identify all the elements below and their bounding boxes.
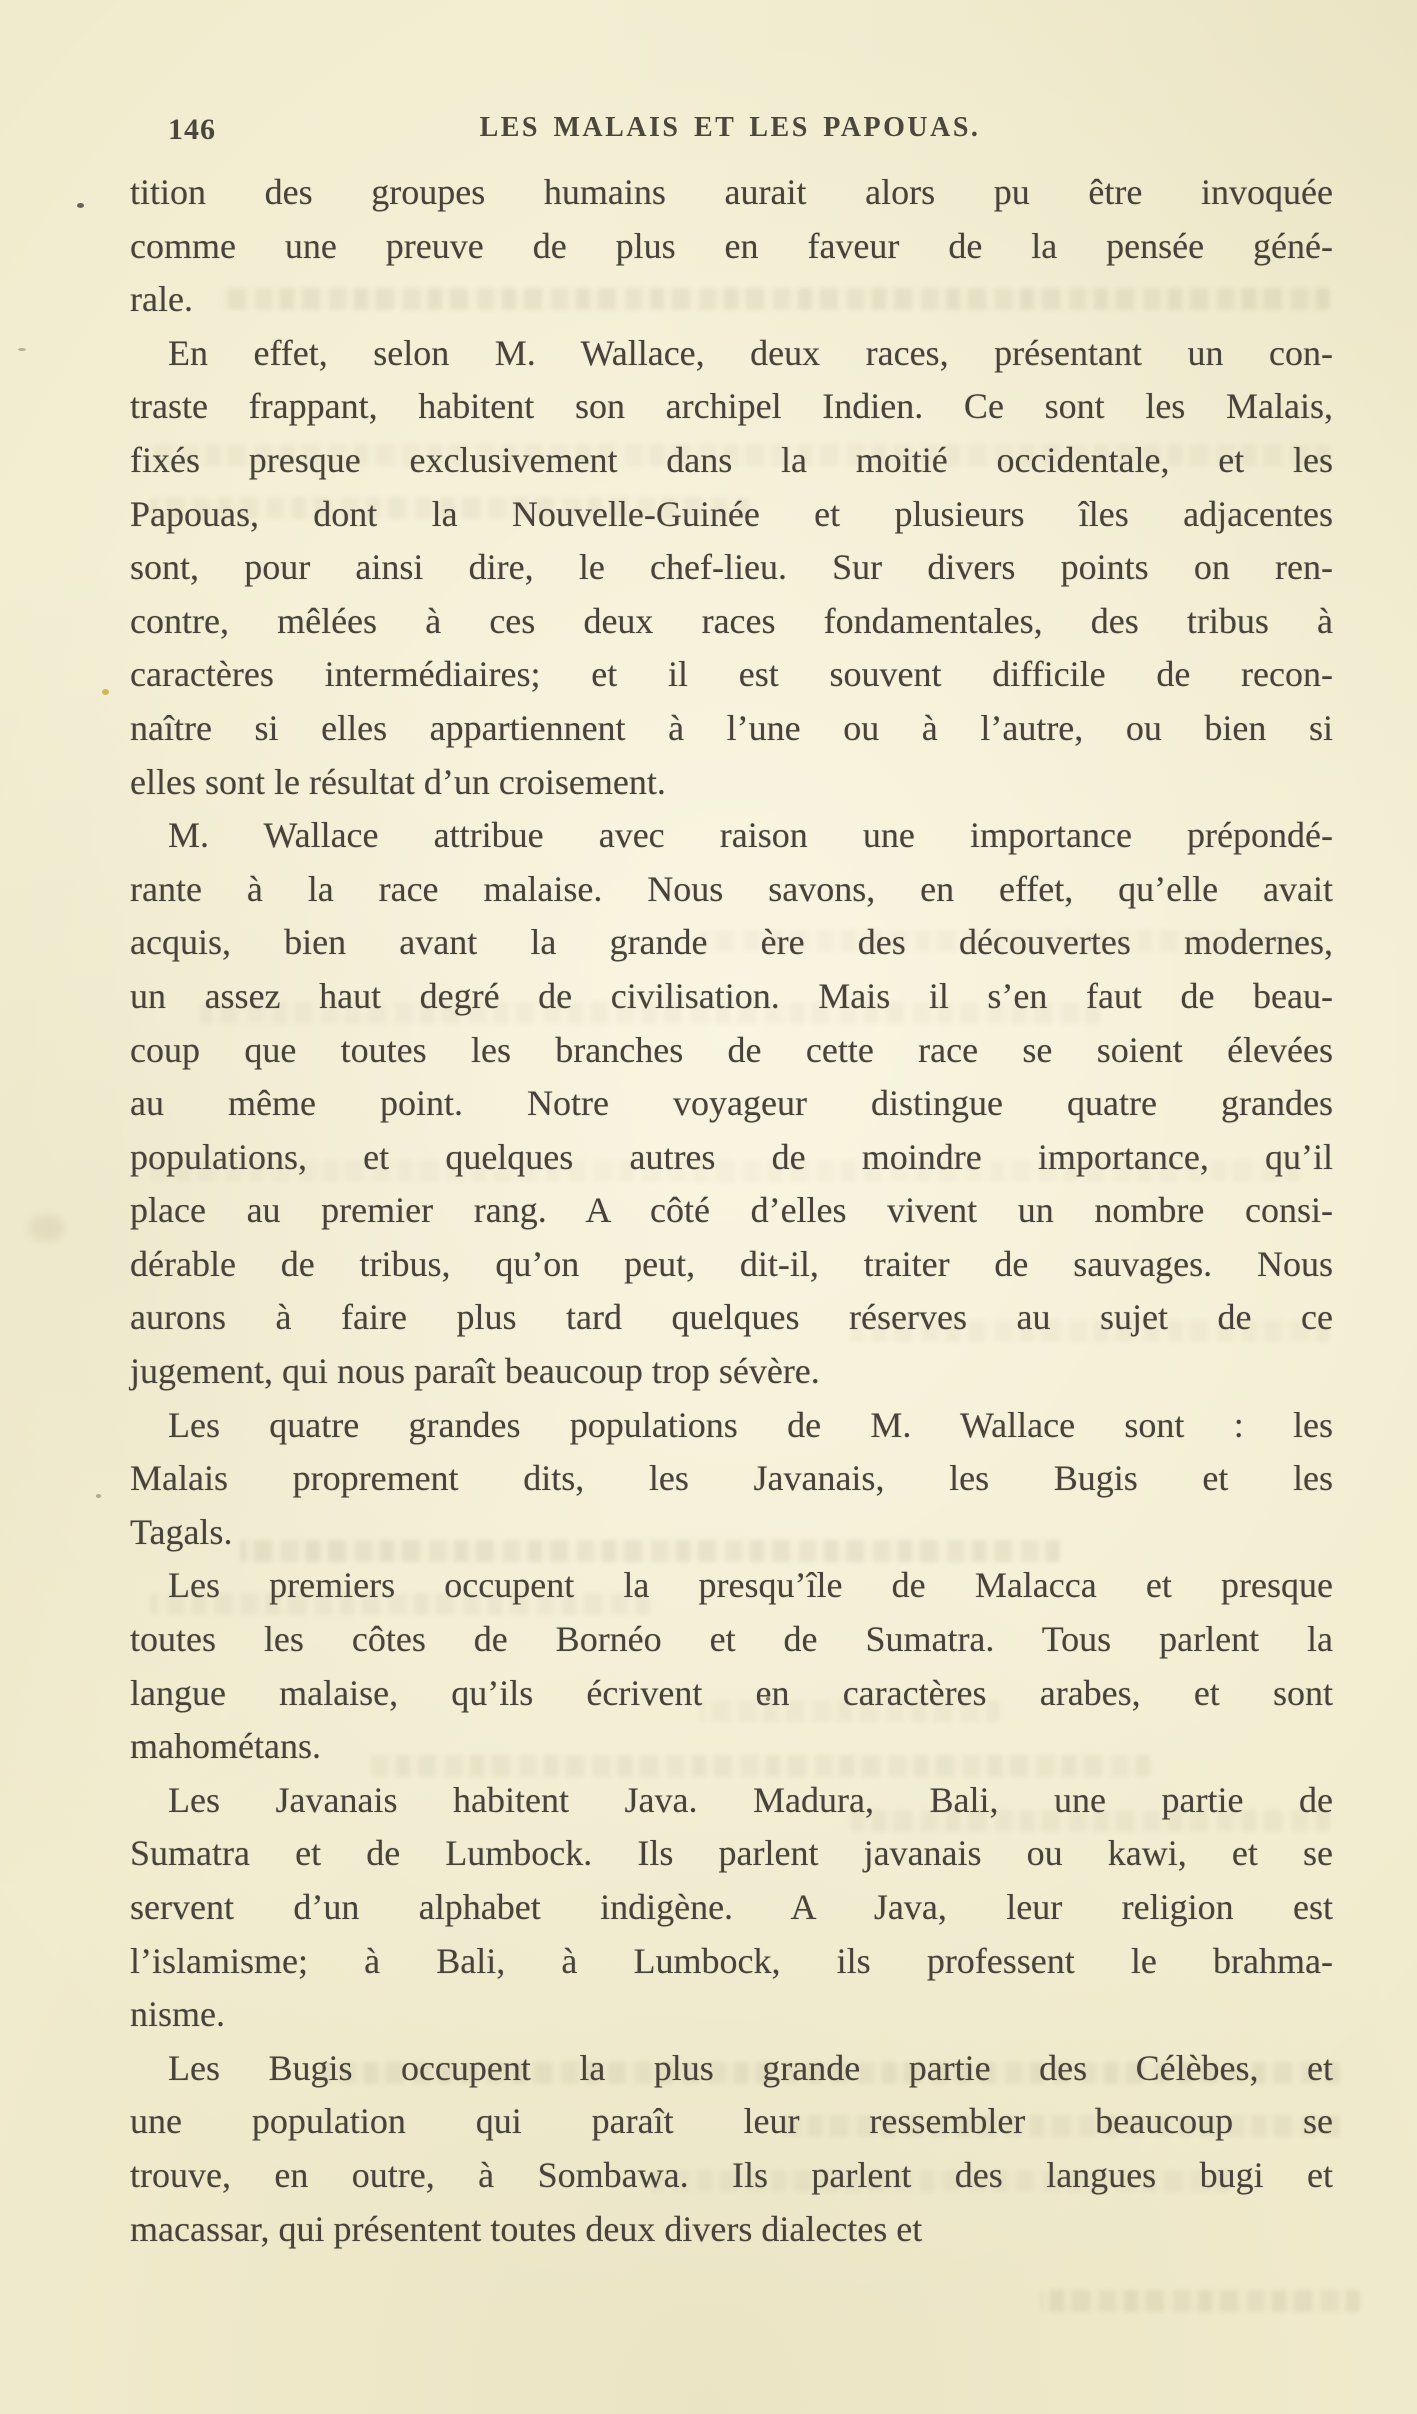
text-line: tition des groupes humains aurait alors pu être invoquée xyxy=(130,172,1333,212)
text-line: rante à la race malaise. Nous savons, en effet, qu’elle avait xyxy=(130,868,1333,909)
text-line: traste frappant, habitent son archipel Indien. Ce sont les Malais, xyxy=(130,386,1333,427)
text-line: un assez haut degré de civilisation. Mais il s’en faut de beau- xyxy=(130,975,1333,1016)
text-line: jugement, qui nous paraît beaucoup trop sévère. xyxy=(130,1351,820,1392)
text-line: aurons à faire plus tard quelques réserves au sujet de ce xyxy=(130,1297,1333,1338)
text-line: toutes les côtes de Bornéo et de Sumatra. Tous parlent la xyxy=(130,1619,1333,1660)
text-line: contre, mêlées à ces deux races fondamentales, des tribus à xyxy=(130,600,1333,641)
running-head xyxy=(128,112,1332,144)
paragraph xyxy=(130,1399,1333,1560)
text-line: En effet, selon M. Wallace, deux races, présentant un con- xyxy=(168,332,1333,373)
paragraph xyxy=(130,1774,1333,2042)
text-line: Tagals. xyxy=(130,1511,233,1552)
paragraph xyxy=(130,1559,1333,1773)
page-number: 146 xyxy=(168,113,216,146)
text-line: l’islamisme; à Bali, à Lumbock, ils professent le brahma- xyxy=(130,1940,1333,1981)
text-line: populations, et quelques autres de moindre importance, qu’il xyxy=(130,1136,1333,1177)
text-line: dérable de tribus, qu’on peut, dit-il, traiter de sauvages. Nous xyxy=(130,1243,1333,1284)
text-line: Papouas, dont la Nouvelle-Guinée et plusieurs îles adjacentes xyxy=(130,493,1333,534)
paragraph xyxy=(130,166,1333,327)
page-body xyxy=(130,166,1333,2256)
text-line: Les Bugis occupent la plus grande partie des Célèbes, et xyxy=(168,2047,1333,2088)
text-line: trouve, en outre, à Sombawa. Ils parlent des langues bugi et xyxy=(130,2154,1333,2195)
paragraph xyxy=(130,327,1333,809)
text-line: elles sont le résultat d’un croisement. xyxy=(130,761,666,802)
text-line: place au premier rang. A côté d’elles vivent un nombre consi- xyxy=(130,1190,1333,1231)
text-line: Malais proprement dits, les Javanais, les Bugis et les xyxy=(130,1458,1333,1499)
show-through-artifact xyxy=(1040,2290,1360,2312)
text-line: acquis, bien avant la grande ère des découvertes modernes, xyxy=(130,922,1333,963)
text-line: M. Wallace attribue avec raison une importance prépondé- xyxy=(168,815,1333,856)
running-title: LES MALAIS ET LES PAPOUAS. xyxy=(479,112,981,143)
ink-speck xyxy=(18,348,26,351)
text-line: macassar, qui présentent toutes deux divers dialectes et xyxy=(130,2208,923,2249)
text-line: coup que toutes les branches de cette race se soient élevées xyxy=(130,1029,1333,1070)
text-line: fixés presque exclusivement dans la moitié occidentale, et les xyxy=(130,439,1333,480)
ink-speck xyxy=(102,689,109,695)
ink-speck xyxy=(96,1494,101,1498)
text-line: Les premiers occupent la presqu’île de Malacca et presque xyxy=(168,1565,1333,1606)
text-line: Les quatre grandes populations de M. Wallace sont : les xyxy=(168,1404,1333,1445)
text-line: rale. xyxy=(130,279,193,320)
text-line: au même point. Notre voyageur distingue quatre grandes xyxy=(130,1083,1333,1124)
text-line: mahométans. xyxy=(130,1726,321,1767)
text-line: servent d’un alphabet indigène. A Java, leur religion est xyxy=(130,1887,1333,1927)
paragraph xyxy=(130,2042,1333,2256)
text-line: naître si elles appartiennent à l’une ou à l’autre, ou bien si xyxy=(130,707,1333,748)
paragraph xyxy=(130,809,1333,1399)
text-line: nisme. xyxy=(130,1994,225,2035)
text-line: Sumatra et de Lumbock. Ils parlent javanais ou kawi, et se xyxy=(130,1833,1333,1874)
text-line: Les Javanais habitent Java. Madura, Bali, une partie de xyxy=(168,1779,1333,1820)
text-line: caractères intermédiaires; et il est souvent difficile de recon- xyxy=(130,654,1333,695)
text-line: comme une preuve de plus en faveur de la pensée géné- xyxy=(130,225,1333,266)
text-line: langue malaise, qu’ils écrivent en caractères arabes, et sont xyxy=(130,1672,1333,1713)
text-line: une population qui paraît leur ressembler beaucoup se xyxy=(130,2101,1333,2142)
ink-speck xyxy=(77,203,84,208)
text-line: sont, pour ainsi dire, le chef-lieu. Sur divers points on ren- xyxy=(130,547,1333,588)
ink-speck xyxy=(30,1215,64,1241)
